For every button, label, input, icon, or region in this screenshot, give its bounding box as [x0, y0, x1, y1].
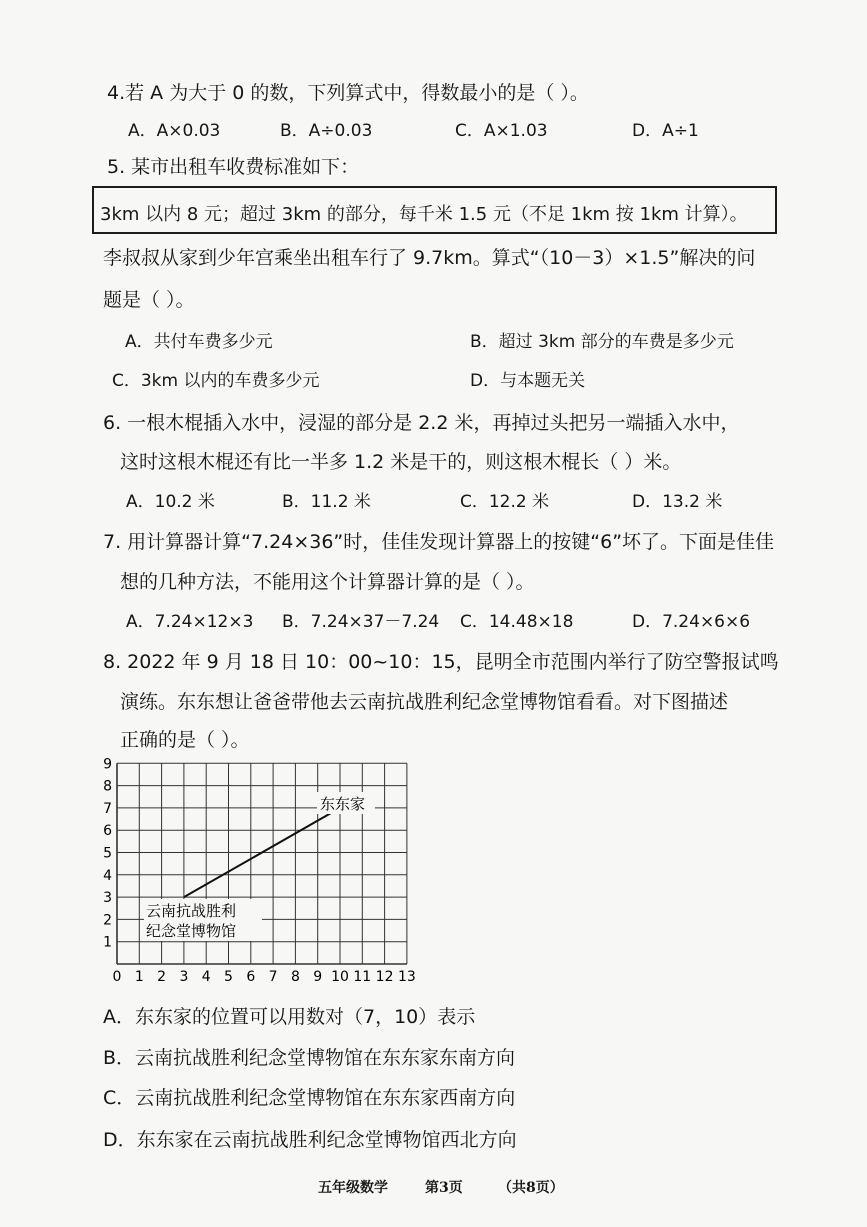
y-tick-label: 2 [103, 912, 112, 929]
home-label: 东东家 [320, 795, 366, 813]
q8-line3: 正确的是（ ）。 [120, 729, 250, 751]
q5-rule-text: 3km 以内 8 元；超过 3km 的部分，每千米 1.5 元（不足 1km 按 1km 计算）。 [100, 204, 748, 225]
q7-line1: 7. 用计算器计算“7.24×36”时，佳佳发现计算器上的按键“6”坏了。下面是佳佳 [103, 531, 775, 553]
q7-option-b: B．7.24×37－7.24 [282, 612, 440, 632]
x-tick-label: 13 [397, 969, 416, 985]
y-tick-label: 9 [103, 756, 112, 773]
footer-page-number: 第3页 [425, 1180, 463, 1196]
q4-option-d: D．A÷1 [632, 121, 699, 141]
museum-label-line2: 纪念堂博物馆 [146, 922, 237, 940]
q6-option-b: B．11.2 米 [282, 492, 371, 512]
x-tick-label: 9 [313, 969, 323, 985]
x-tick-label: 12 [375, 969, 394, 985]
x-tick-label: 7 [268, 969, 278, 985]
q4-option-c: C．A×1.03 [455, 121, 548, 141]
q5-stem: 5. 某市出租车收费标准如下： [107, 156, 360, 178]
grid-tick-labels [103, 756, 416, 985]
y-tick-label: 6 [103, 823, 112, 840]
x-tick-label: 3 [179, 969, 189, 985]
x-tick-label: 6 [246, 969, 256, 985]
q5-text-line1: 李叔叔从家到少年宫乘坐出租车行了 9.7km。算式“（10－3）×1.5”解决的问 [103, 247, 756, 269]
q8-option-d: D．东东家在云南抗战胜利纪念堂博物馆西北方向 [103, 1129, 517, 1151]
x-tick-label: 2 [157, 969, 167, 985]
q5-option-c: C．3km 以内的车费多少元 [112, 371, 320, 391]
q6-line1: 6. 一根木棍插入水中，浸湿的部分是 2.2 米，再掉过头把另一端插入水中， [103, 412, 740, 434]
q6-option-a: A．10.2 米 [126, 492, 215, 512]
q7-line2: 想的几种方法，不能用这个计算器计算的是（ ）。 [120, 571, 535, 593]
x-tick-label: 11 [353, 969, 372, 985]
q4-stem: 4.若 A 为大于 0 的数，下列算式中，得数最小的是（ ）。 [107, 82, 589, 104]
x-tick-label: 5 [224, 969, 233, 985]
q5-option-a: A．共付车费多少元 [125, 332, 273, 352]
q7-option-c: C．14.48×18 [460, 612, 574, 632]
q8-line2: 演练。东东想让爸爸带他去云南抗战胜利纪念堂博物馆看看。对下图描述 [120, 691, 729, 713]
q6-option-c: C．12.2 米 [460, 492, 550, 512]
q8-option-c: C．云南抗战胜利纪念堂博物馆在东东家西南方向 [103, 1087, 516, 1109]
x-tick-label: 1 [134, 969, 144, 985]
y-tick-label: 4 [103, 867, 112, 884]
x-tick-label: 0 [112, 969, 122, 985]
q5-rule-box [92, 186, 777, 234]
x-tick-label: 4 [201, 969, 211, 985]
q8-option-a: A．东东家的位置可以用数对（7，10）表示 [103, 1006, 476, 1028]
q5-text-line2: 题是（ ）。 [103, 289, 195, 311]
q8-option-b: B．云南抗战胜利纪念堂博物馆在东东家东南方向 [103, 1047, 516, 1069]
y-tick-label: 3 [103, 890, 112, 907]
y-tick-label: 1 [103, 934, 112, 951]
q5-option-d: D．与本题无关 [470, 371, 586, 391]
coordinate-grid-figure [100, 756, 416, 987]
q4-option-a: A．A×0.03 [128, 121, 221, 141]
q4-option-b: B．A÷0.03 [280, 121, 373, 141]
x-tick-label: 8 [290, 969, 300, 985]
q7-option-d: D．7.24×6×6 [632, 612, 751, 632]
y-tick-label: 5 [103, 845, 112, 862]
q8-line1: 8. 2022 年 9 月 18 日 10：00~10：15，昆明全市范围内举行了防空警报试鸣 [103, 651, 779, 673]
x-tick-label: 10 [331, 969, 349, 985]
y-tick-label: 8 [103, 778, 112, 795]
footer-total-pages: （共8页） [498, 1180, 564, 1196]
q6-line2: 这时这根木棍还有比一半多 1.2 米是干的，则这根木棍长（ ）米。 [120, 451, 682, 473]
footer-subject: 五年级数学 [318, 1180, 388, 1196]
y-tick-label: 7 [103, 800, 112, 817]
q5-option-b: B．超过 3km 部分的车费是多少元 [470, 332, 734, 352]
museum-label-line1: 云南抗战胜利 [146, 902, 237, 920]
q7-option-a: A．7.24×12×3 [126, 612, 254, 632]
q6-option-d: D．13.2 米 [632, 492, 723, 512]
